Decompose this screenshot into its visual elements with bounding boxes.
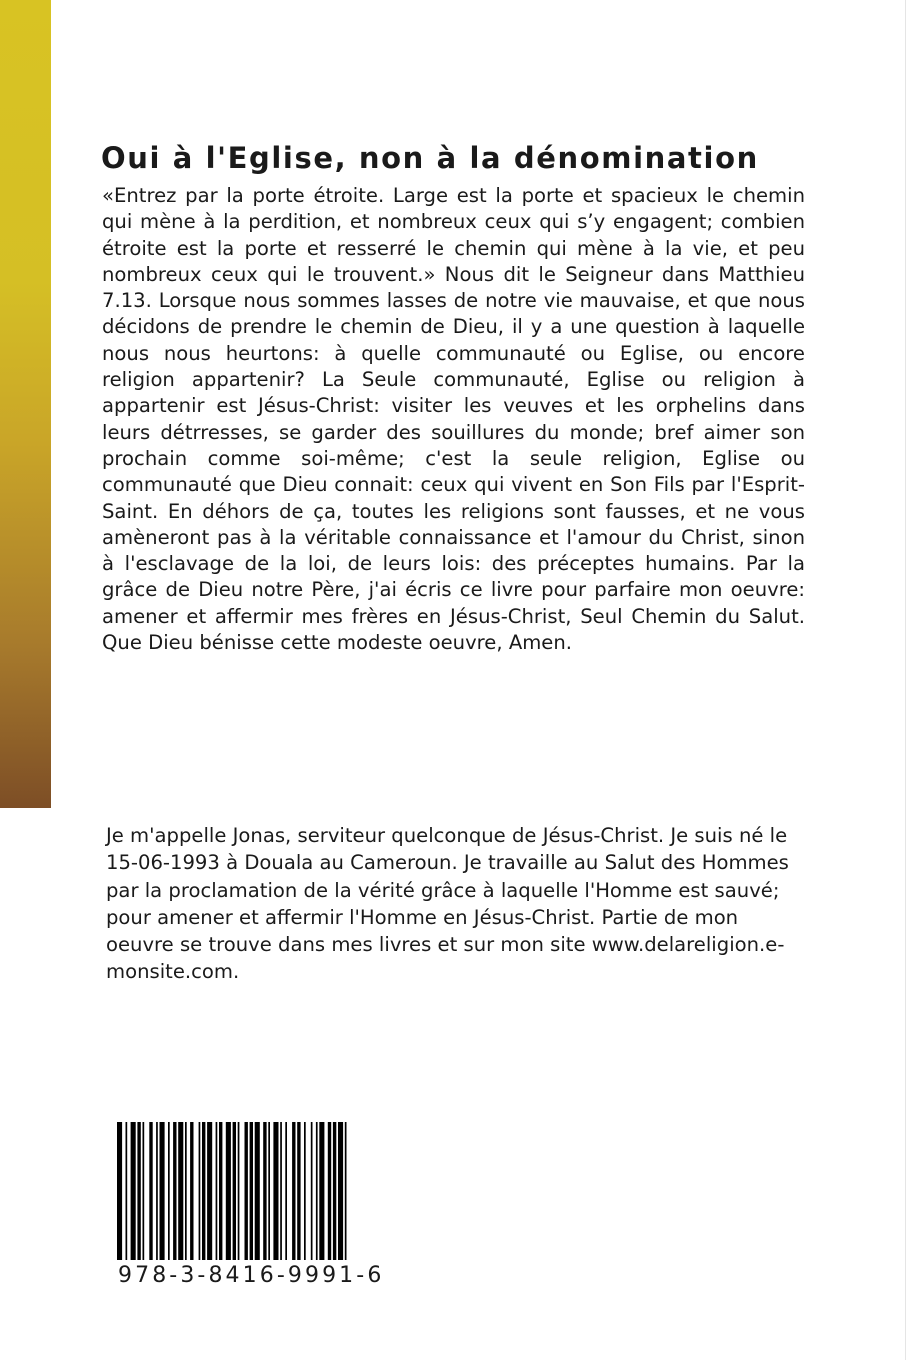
barcode-bar bbox=[319, 1122, 324, 1260]
barcode-bar bbox=[190, 1122, 193, 1260]
barcode-bar bbox=[117, 1122, 122, 1260]
barcode-bar bbox=[255, 1122, 260, 1260]
barcode-bar bbox=[338, 1122, 343, 1260]
barcode-bar bbox=[345, 1122, 347, 1260]
barcode-bar bbox=[263, 1122, 266, 1260]
isbn-barcode bbox=[115, 1122, 377, 1260]
barcode-bar bbox=[311, 1122, 313, 1260]
barcode-bar bbox=[219, 1122, 222, 1260]
barcode-bar bbox=[131, 1122, 136, 1260]
barcode-bar bbox=[168, 1122, 170, 1260]
barcode-bar bbox=[328, 1122, 331, 1260]
barcode-bar bbox=[207, 1122, 212, 1260]
barcode-bar bbox=[202, 1122, 205, 1260]
barcode-bar bbox=[143, 1122, 145, 1260]
author-biography: Je m'appelle Jonas, serviteur quelconque de Jésus-Christ. Je suis né le 15-06-1993 à Douala au Cameroun. Je travaille au Salut des Hommes par la proclamation de la vérité grâce à laquelle l'Homme est sauvé; pour amener et affermir l'Homme en Jésus-Christ. Partie de mon oeuvre se trouve dans mes livres et sur mon site www.delareligion.e-monsite.com. bbox=[106, 824, 789, 984]
barcode-bar bbox=[238, 1122, 240, 1260]
barcode-bar bbox=[199, 1122, 201, 1260]
back-cover-title: Oui à l'Eglise, non à la dénomination bbox=[101, 141, 759, 175]
barcode-bar bbox=[273, 1122, 278, 1260]
barcode-bar bbox=[333, 1122, 336, 1260]
barcode-bar bbox=[304, 1122, 306, 1260]
barcode-bar bbox=[280, 1122, 282, 1260]
barcode-bar bbox=[160, 1122, 165, 1260]
barcode-bar bbox=[250, 1122, 253, 1260]
barcode-bar bbox=[149, 1122, 152, 1260]
isbn-number: 978-3-8416-9991-6 bbox=[118, 1263, 385, 1288]
barcode-bar bbox=[316, 1122, 318, 1260]
barcode-bar bbox=[216, 1122, 218, 1260]
barcode-bar bbox=[268, 1122, 270, 1260]
barcode-bar bbox=[173, 1122, 176, 1260]
barcode-bar bbox=[226, 1122, 231, 1260]
barcode-bar bbox=[285, 1122, 287, 1260]
barcode-bar bbox=[126, 1122, 128, 1260]
barcode-bar bbox=[292, 1122, 295, 1260]
barcode-bar bbox=[297, 1122, 300, 1260]
barcode-bar bbox=[156, 1122, 158, 1260]
barcode-bar bbox=[178, 1122, 183, 1260]
back-cover-blurb: «Entrez par la porte étroite. Large est la porte et spacieux le chemin qui mène à la perdition, et nombreux ceux qui s’y engagent; combien étroite est la porte et resserré le chemin qui mène à la vie, et peu nombreux ceux qui le trouvent.» Nous dit le Seigneur dans Matthieu 7.13. Lorsque nous sommes lasses de notre vie mauvaise, et que nous décidons de prendre le chemin de Dieu, il y a une question à laquelle nous nous heurtons: à quelle communauté ou Eglise, ou encore religion appartenir? La Seule communauté, Eglise ou religion à appartenir est Jésus-Christ: visiter les veuves et les orphelins dans leurs détrresses, se garder des souillures du monde; bref aimer son prochain comme soi-même; c'est la seule religion, Eglise ou communauté que Dieu connait: ceux qui vivent en Son Fils par l'Esprit-Saint. En déhors de ça, toutes les religions sont fausses, et ne vous amèneront pas à la véritable connaissance et l'amour du Christ, sinon à l'esclavage de la loi, de leurs lois: des préceptes humains. Par la grâce de Dieu notre Père, j'ai écris ce livre pour parfaire mon oeuvre: amener et affermir mes frères en Jésus-Christ, Seul Chemin du Salut. Que Dieu bénisse cette modeste oeuvre, Amen. bbox=[102, 184, 805, 655]
barcode-bar bbox=[233, 1122, 236, 1260]
barcode-bar bbox=[185, 1122, 187, 1260]
page-edge-line bbox=[905, 0, 906, 1360]
barcode-bar bbox=[137, 1122, 140, 1260]
decorative-color-band bbox=[0, 0, 51, 808]
barcode-bar bbox=[245, 1122, 248, 1260]
